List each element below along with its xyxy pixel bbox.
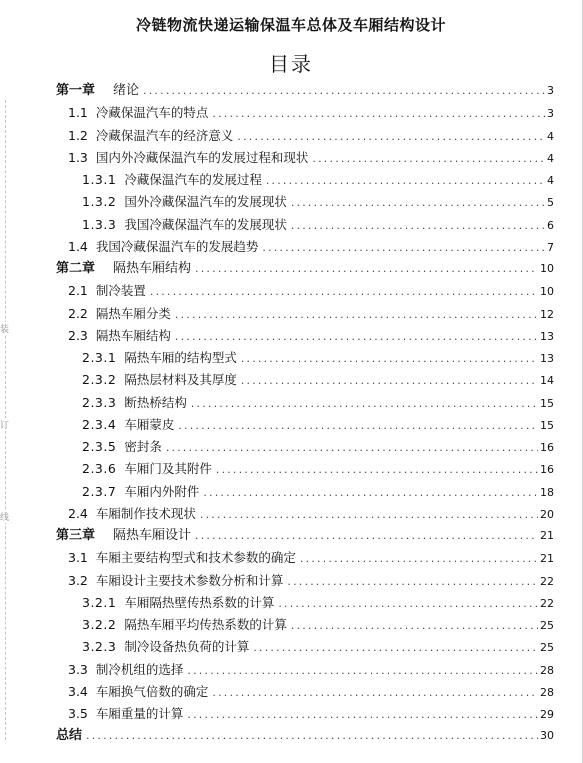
toc-entry[interactable] [68,105,554,122]
toc-entry[interactable] [68,706,554,723]
toc-entry-number: 2.3.3 [82,394,117,410]
toc-entry[interactable] [56,261,554,277]
toc-entry-label: 车厢门及其附件 [124,461,212,477]
toc-entry[interactable] [68,239,554,256]
toc-leader-dots [312,151,545,167]
toc-entry-page: 3 [547,107,554,121]
toc-entry-page: 15 [540,396,554,410]
toc-entry-page: 10 [540,285,554,299]
toc-entry-label: 隔热车厢设计 [113,528,192,543]
toc-entry[interactable] [82,639,554,656]
toc-entry[interactable] [68,573,554,590]
toc-leader-dots [287,574,538,590]
toc-leader-dots [253,640,538,656]
toc-entry-number: 第二章 [56,261,96,276]
toc-entry-page: 21 [540,552,554,566]
toc-entry-label: 总结 [56,728,83,744]
toc-entry-label: 隔热车厢结构 [95,327,171,343]
toc-entry-page: 6 [547,218,554,232]
binding-mark: 线 [0,510,9,523]
toc-entry-number: 3.2.3 [82,639,117,655]
toc-entry-label: 车厢换气倍数的确定 [95,683,209,699]
toc-entry-page: 10 [540,262,554,275]
toc-entry-number: 1.4 [68,238,88,254]
toc-entry-label: 制冷设备热负荷的计算 [124,639,250,655]
toc-entry-number: 1.3.1 [82,172,117,187]
toc-entry-number: 2.2 [68,305,88,321]
toc-entry-number: 2.3 [68,327,88,343]
toc-leader-dots [278,596,538,612]
toc-entry-number: 3.2.1 [82,594,117,610]
toc-leader-dots [166,440,538,456]
toc-entry-page: 3 [547,84,554,97]
toc-entry-page: 14 [540,374,554,388]
toc-entry[interactable] [82,439,554,456]
toc-entry-page: 13 [540,329,554,343]
toc-entry-label: 断热桥结构 [124,394,187,410]
toc-leader-dots [150,284,538,300]
toc-leader-dots [187,663,538,679]
toc-entry-number: 1.1 [68,105,88,121]
toc-leader-dots [195,261,538,277]
toc-entry-number: 第一章 [56,83,96,98]
toc-entry-page: 5 [547,196,554,210]
toc-entry-label: 车厢制作技术现状 [95,505,196,521]
toc-entry[interactable] [82,350,554,367]
binding-margin [0,0,14,763]
toc-entry-page: 28 [540,685,554,699]
toc-entry-page: 13 [540,352,554,365]
toc-entry-number: 2.3.5 [82,439,117,454]
toc-entry[interactable] [68,283,554,300]
toc-entry-label: 绪论 [113,83,140,98]
toc-leader-dots [266,173,545,189]
toc-leader-dots [237,129,545,145]
toc-entry-number: 2.3.1 [82,350,117,365]
toc-leader-dots [187,707,538,723]
toc-entry[interactable] [56,728,554,744]
binding-mark: 订 [0,418,9,431]
toc-entry-page: 4 [547,174,554,187]
toc-leader-dots [203,485,538,501]
toc-entry-label: 隔热车厢的结构型式 [124,350,237,365]
toc-entry-number: 1.3.2 [82,194,117,210]
toc-entry-label: 制冷机组的选择 [95,661,184,677]
toc-entry-number: 1.2 [68,127,88,143]
toc-entry-page: 15 [540,418,554,432]
toc-entry[interactable] [56,528,554,544]
toc-entry[interactable] [68,684,554,701]
toc-entry-number: 3.3 [68,661,88,677]
toc-entry-page: 22 [540,574,554,588]
toc-entry[interactable] [68,306,554,323]
toc-entry[interactable] [82,595,554,612]
toc-entry-page: 16 [540,441,554,454]
toc-entry[interactable] [68,550,554,567]
toc-entry-label: 我国冷藏保温汽车的发展现状 [124,216,287,232]
toc-heading: 目录 [269,52,313,76]
toc-entry-label: 车厢蒙皮 [124,416,175,432]
toc-entry-number: 2.3.7 [82,483,117,499]
toc-entry-number: 3.2.2 [82,617,117,632]
toc-leader-dots [195,528,538,544]
toc-entry-number: 2.4 [68,505,88,521]
toc-entry-page: 30 [540,729,554,743]
toc-entry-label: 隔热层材料及其厚度 [124,372,237,388]
toc-entry-page: 7 [547,240,554,254]
toc-entry-number: 第三章 [56,528,96,543]
toc-entry-label: 车厢主要结构型式和技术参数的确定 [95,550,296,566]
toc-entry-label: 隔热车厢结构 [113,261,192,276]
toc-entry-label: 车厢内外附件 [124,483,200,499]
toc-entry-page: 18 [540,485,554,499]
toc-entry-page: 22 [540,596,554,610]
toc-entry-number: 2.1 [68,283,88,299]
toc-leader-dots [262,240,545,256]
toc-entry-number: 2.3.6 [82,461,117,477]
toc-entry-page: 28 [540,663,554,677]
toc-entry[interactable] [82,172,554,189]
toc-entry[interactable] [82,194,554,211]
toc-entry[interactable] [82,617,554,634]
toc-entry-label: 隔热车厢分类 [95,305,171,321]
toc-entry-page: 12 [540,307,554,321]
toc-leader-dots [212,685,538,701]
toc-entry[interactable] [68,128,554,145]
toc-entry[interactable] [68,506,554,523]
toc-entry-page: 29 [540,708,554,721]
toc-entry-label: 冷藏保温汽车的经济意义 [95,127,234,143]
toc-entry[interactable] [56,83,554,99]
toc-entry-number: 1.3.3 [82,216,117,232]
toc-leader-dots [212,106,545,122]
toc-entry[interactable] [82,217,554,234]
toc-leader-dots [178,418,538,434]
toc-entry-label: 国外冷藏保温汽车的发展现状 [124,194,287,210]
toc-leader-dots [291,195,545,211]
toc-entry-label: 车厢隔热壁传热系数的计算 [124,594,275,610]
binding-mark: 装 [0,322,9,335]
toc-entry-label: 车厢设计主要技术参数分析和计算 [95,572,284,588]
toc-leader-dots [200,507,538,523]
toc-entry[interactable] [82,461,554,478]
toc-entry-number: 2.3.2 [82,372,117,388]
toc-entry-page: 25 [540,641,554,655]
toc-entry-number: 3.2 [68,572,88,588]
toc-entry-number: 1.3 [68,149,88,165]
toc-leader-dots [241,351,538,367]
toc-entry-page: 16 [540,463,554,477]
toc-entry-label: 车厢重量的计算 [95,706,184,721]
toc-entry-page: 20 [540,507,554,521]
toc-leader-dots [291,618,538,634]
toc-leader-dots [241,373,538,389]
toc-leader-dots [300,551,538,567]
toc-leader-dots [175,307,538,323]
toc-entry-number: 3.1 [68,550,88,566]
toc-entry-page: 21 [540,529,554,542]
toc-leader-dots [86,728,538,744]
toc-entry-page: 4 [547,151,554,165]
document-title: 冷链物流快递运输保温车总体及车厢结构设计 [135,16,446,34]
toc-leader-dots [143,83,545,99]
toc-entry[interactable] [82,372,554,389]
toc-entry-label: 隔热车厢平均传热系数的计算 [124,617,287,632]
toc-entry-label: 密封条 [124,439,162,454]
toc-entry-label: 我国冷藏保温汽车的发展趋势 [95,238,259,254]
toc-entry[interactable] [68,662,554,679]
toc-entry[interactable] [82,484,554,501]
toc-leader-dots [191,396,538,412]
toc-entry[interactable] [82,395,554,412]
toc-entry-number: 3.4 [68,683,88,699]
toc-leader-dots [291,218,545,234]
toc-entry-number: 2.3.4 [82,416,117,432]
toc-entry[interactable] [68,328,554,345]
toc-entry-page: 4 [547,129,554,143]
toc-entry-label: 冷藏保温汽车的特点 [95,105,209,121]
toc-leader-dots [175,329,538,345]
toc-entry-label: 冷藏保温汽车的发展过程 [124,172,262,187]
toc-entry-label: 国内外冷藏保温汽车的发展过程和现状 [95,149,309,165]
toc-leader-dots [216,462,538,478]
toc-entry-label: 制冷装置 [95,283,146,299]
toc-entry-page: 25 [540,619,554,632]
toc-entry[interactable] [68,150,554,167]
toc-entry-number: 3.5 [68,706,88,721]
toc-entry[interactable] [82,417,554,434]
